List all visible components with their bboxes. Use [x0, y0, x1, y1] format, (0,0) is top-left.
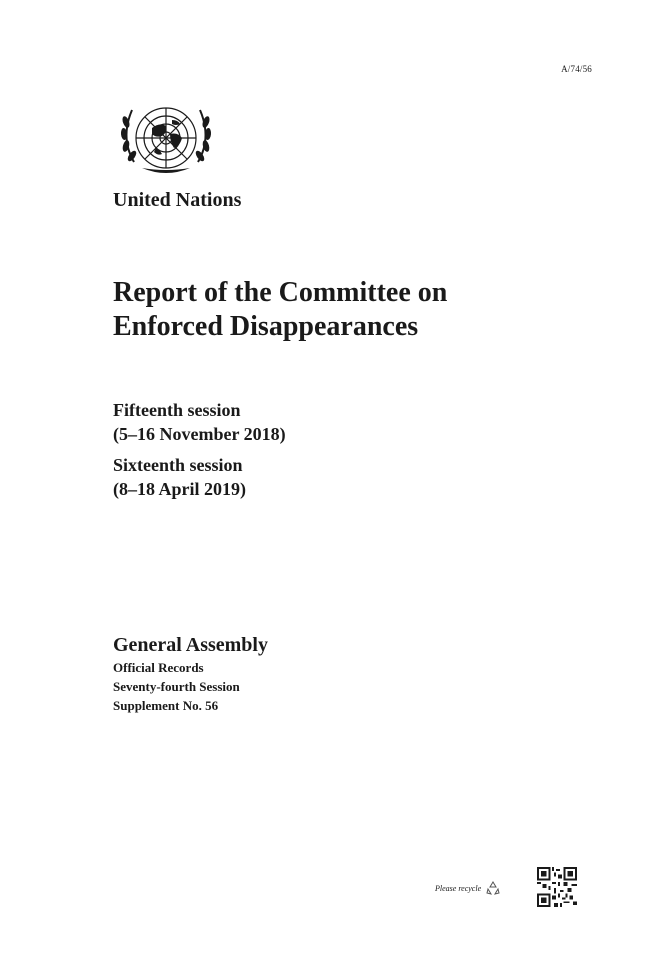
un-emblem-icon	[112, 98, 220, 184]
title-line-1: Report of the Committee on	[113, 277, 448, 308]
session-block-sixteenth	[113, 453, 246, 501]
session-block-fifteenth	[113, 398, 286, 446]
session-dates: (5–16 November 2018)	[113, 424, 286, 444]
organization-name: United Nations	[113, 189, 242, 211]
qr-code-icon	[537, 867, 577, 907]
assembly-name: General Assembly	[113, 634, 268, 656]
recycle-icon	[485, 880, 501, 896]
recycle-notice	[435, 880, 501, 896]
assembly-block	[113, 632, 268, 715]
assembly-line-session: Seventy-fourth Session	[113, 679, 240, 694]
report-title	[113, 276, 573, 344]
document-symbol: A/74/56	[561, 64, 592, 74]
session-name: Fifteenth session	[113, 400, 241, 420]
session-dates: (8–18 April 2019)	[113, 479, 246, 499]
assembly-line-supplement: Supplement No. 56	[113, 698, 219, 713]
title-line-2: Enforced Disappearances	[113, 311, 419, 342]
assembly-line-official-records: Official Records	[113, 660, 204, 675]
session-name: Sixteenth session	[113, 455, 243, 475]
recycle-text: Please recycle	[435, 883, 482, 893]
